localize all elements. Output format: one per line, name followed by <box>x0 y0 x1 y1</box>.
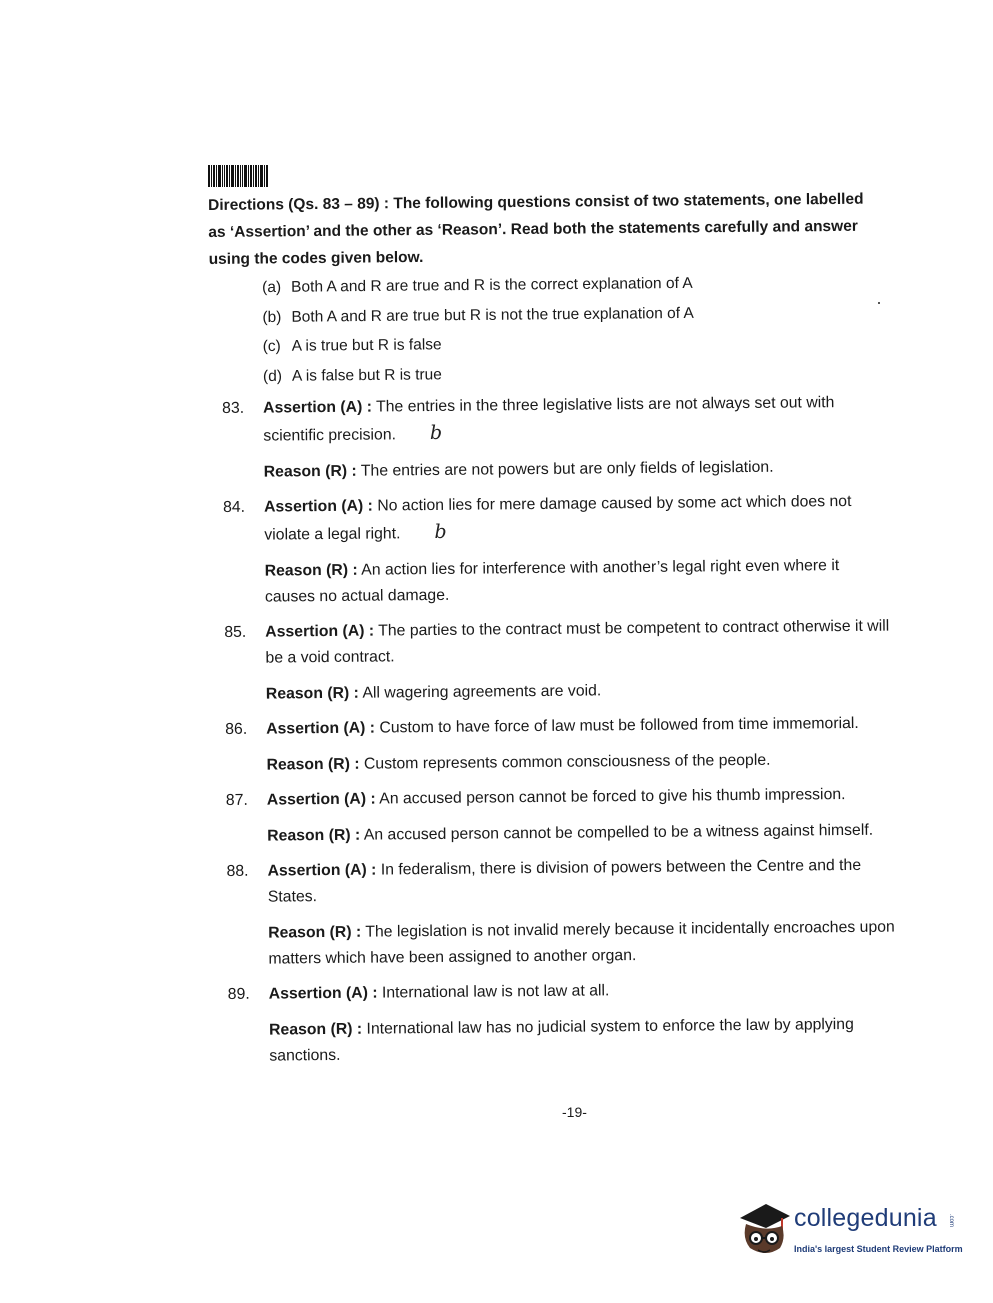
answer-codes <box>262 268 823 391</box>
question-87 <box>226 782 895 850</box>
collegedunia-logo[interactable] <box>736 1198 963 1268</box>
reason <box>268 915 895 973</box>
assertion-label: Assertion (A) : <box>268 984 378 1003</box>
reason-text: The legislation is not invalid merely because it incidentally encroaches upon matters which have been assigned to another organ. <box>268 918 895 968</box>
reason <box>269 1012 896 1070</box>
reason <box>264 454 891 486</box>
reason-label: Reason (R) : <box>267 826 361 845</box>
assertion-text: An accused person cannot be forced to give his thumb impression. <box>379 786 846 808</box>
question-86 <box>225 711 894 779</box>
reason-text: Custom represents common consciousness of the people. <box>363 751 771 773</box>
directions-text: Directions (Qs. 83 – 89) : The following questions consist of two statements, one labelled as ‘Assertion’ and the other as ‘Reason’. Read both the statements carefully and answer using the codes given below. <box>208 190 864 268</box>
code-letter: (d) <box>262 367 283 385</box>
reason <box>266 676 893 708</box>
reason-label: Reason (R) : <box>266 755 360 774</box>
question-89 <box>228 976 897 1070</box>
assertion-label: Assertion (A) : <box>266 790 376 809</box>
assertion-label: Assertion (A) : <box>263 398 373 417</box>
question-number: 83. <box>222 399 245 417</box>
assertion-label: Assertion (A) : <box>265 622 375 641</box>
assertion <box>266 711 893 743</box>
reason-label: Reason (R) : <box>263 462 357 481</box>
code-text: Both A and R are true and R is the correct explanation of A <box>291 274 693 296</box>
question-number: 89. <box>227 985 250 1003</box>
code-text: Both A and R are true but R is not the true explanation of A <box>291 304 694 326</box>
assertion-text: In federalism, there is division of powers between the Centre and the States. <box>267 856 862 906</box>
reason-label: Reason (R) : <box>269 1020 363 1039</box>
assertion <box>265 614 892 672</box>
question-number: 86. <box>225 720 248 738</box>
question-number: 87. <box>225 791 248 809</box>
reason-label: Reason (R) : <box>265 684 359 703</box>
question-83 <box>222 390 891 486</box>
question-number: 88. <box>226 862 249 880</box>
page-number: -19- <box>562 1104 587 1120</box>
question-88 <box>226 853 895 973</box>
reason-label: Reason (R) : <box>268 923 362 942</box>
assertion-label: Assertion (A) : <box>267 861 377 880</box>
assertion-text: The entries in the three legislative lists are not always set out with scientific precision. <box>263 394 835 445</box>
question-85 <box>224 614 893 708</box>
assertion-label: Assertion (A) : <box>263 497 373 516</box>
reason-text: All wagering agreements are void. <box>362 682 602 702</box>
code-text: A is false but R is true <box>291 365 442 385</box>
assertion-text: No action lies for mere damage caused by some act which does not violate a legal right. <box>264 492 852 544</box>
reason-text: International law has no judicial system to enforce the law by applying sanctions. <box>269 1015 854 1065</box>
question-84 <box>223 489 892 611</box>
question-number: 84. <box>222 498 246 516</box>
code-item <box>263 356 823 391</box>
reason <box>267 818 894 850</box>
assertion <box>263 390 890 450</box>
assertion-text: International law is not law at all. <box>381 982 610 1002</box>
code-text: A is true but R is false <box>291 336 442 355</box>
reason <box>266 747 893 779</box>
assertion <box>269 976 896 1008</box>
assertion-text: Custom to have force of law must be followed from time immemorial. <box>379 714 859 737</box>
graduate-mascot-icon <box>736 1198 794 1260</box>
question-list <box>222 390 897 1079</box>
reason-text: An accused person cannot be compelled to be a witness against himself. <box>363 821 874 844</box>
logo-wordmark: collegedunia <box>794 1204 937 1232</box>
reason-text: An action lies for interference with another’s legal right even where it causes no actual damage. <box>264 557 840 606</box>
assertion <box>267 853 894 911</box>
handwritten-mark: b <box>429 421 443 445</box>
handwritten-mark: b <box>434 520 447 543</box>
reason-label: Reason (R) : <box>264 561 358 580</box>
logo-suffix: .com <box>948 1214 954 1228</box>
assertion-label: Assertion (A) : <box>266 719 376 738</box>
reason <box>265 553 892 611</box>
code-letter: (c) <box>262 337 281 355</box>
code-letter: (a) <box>262 278 282 296</box>
logo-tagline: India's largest Student Review Platform <box>794 1244 963 1254</box>
reason-text: The entries are not powers but are only fields of legislation. <box>360 458 774 480</box>
assertion <box>267 782 894 814</box>
code-letter: (b) <box>262 308 282 326</box>
assertion <box>264 489 891 549</box>
scan-speck <box>878 302 880 304</box>
assertion-text: The parties to the contract must be competent to contract otherwise it will be a void contract. <box>265 617 890 667</box>
barcode-icon <box>208 165 272 187</box>
question-number: 85. <box>224 623 247 641</box>
